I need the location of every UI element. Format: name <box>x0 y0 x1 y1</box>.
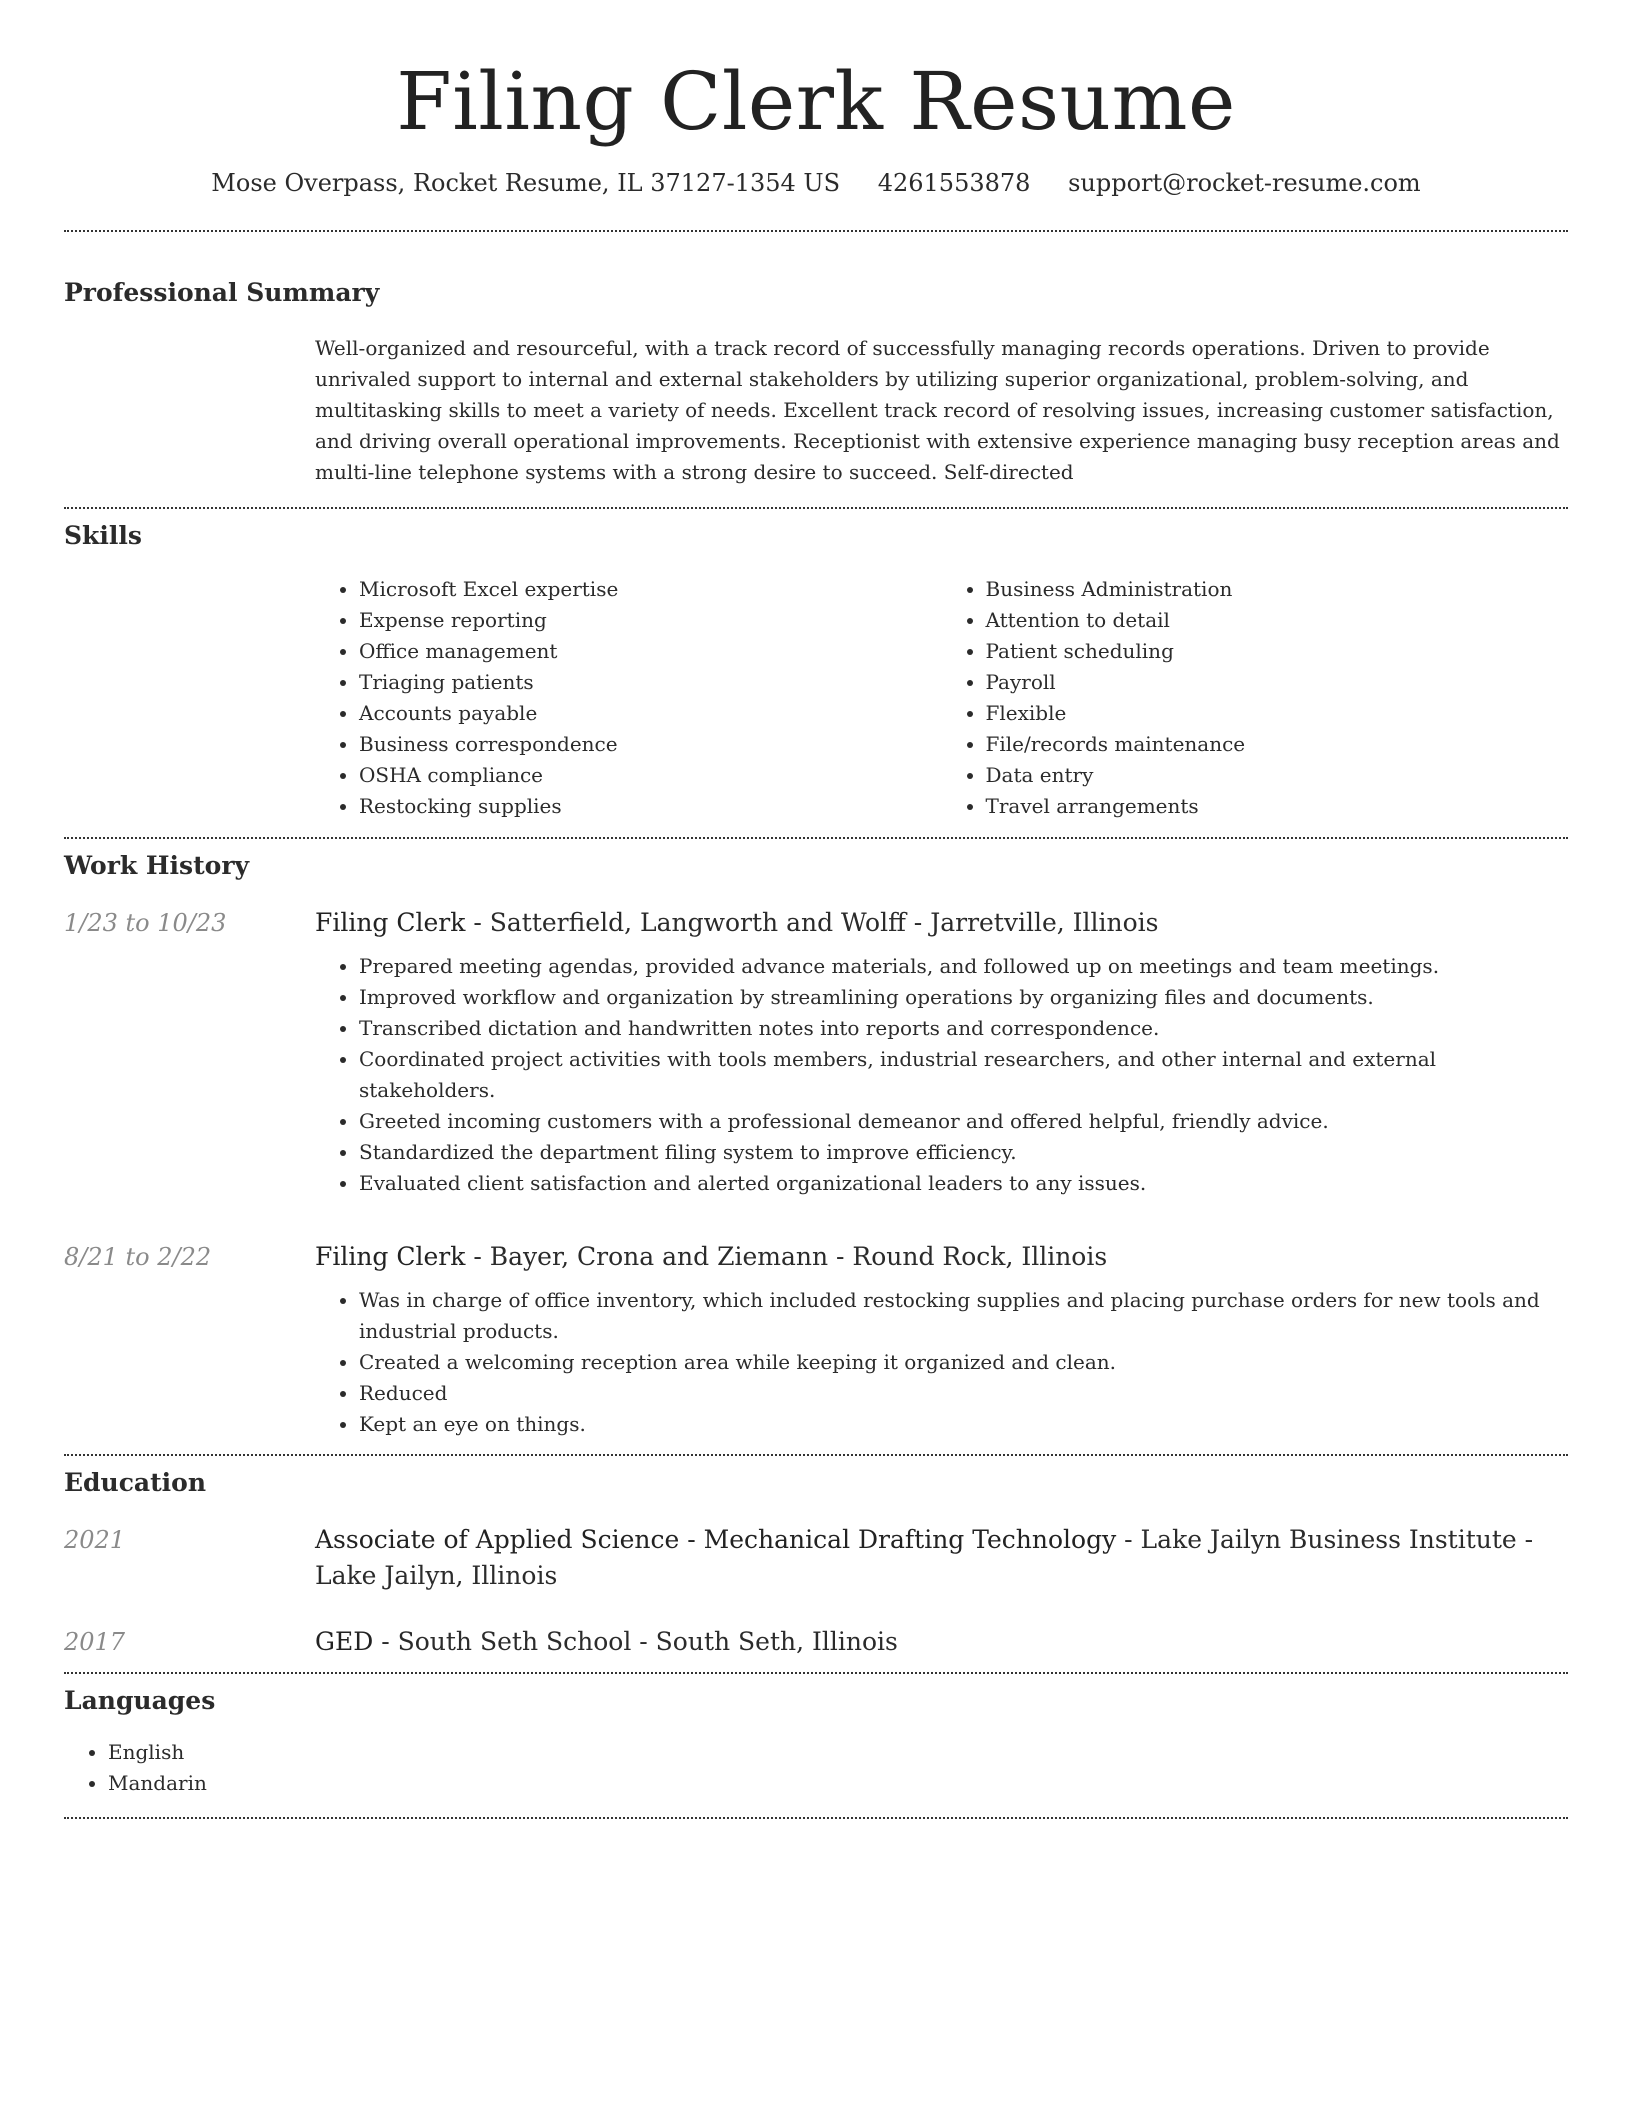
summary-text: Well-organized and resourceful, with a track record of successfully managing records operations. Driven to provide unrivaled support to internal and external stakeholders by utilizing superior organizational, problem-solving, and multitasking skills to meet a variety of needs. Excellent track record of resolving issues, increasing customer satisfaction, and driving overall operational improvements. Receptionist with extensive experience managing busy reception areas and multi-line telephone systems with a strong desire to succeed. Self-directed <box>315 336 1560 484</box>
job-duties <box>315 951 1568 1199</box>
skill-item: • Flexible <box>986 698 1569 729</box>
skills-list <box>315 574 1568 822</box>
job-duty: • Coordinated project activities with tools members, industrial researchers, and other internal and external stakeholders. <box>359 1044 1568 1106</box>
section-education <box>64 1466 1568 1660</box>
job-content <box>315 905 1568 1199</box>
divider <box>64 1454 1568 1456</box>
skill-item: • Restocking supplies <box>359 791 942 822</box>
divider <box>64 1817 1568 1819</box>
education-school: - South Seth School - South Seth, Illinois <box>373 1627 898 1656</box>
contact-email: support@rocket-resume.com <box>1068 169 1421 197</box>
language-item: • Mandarin <box>108 1768 1568 1799</box>
job-duty: • Greeted incoming customers with a professional demeanor and offered helpful, friendly advice. <box>359 1106 1568 1137</box>
education-degree: Associate of Applied Science - Mechanical Drafting Technology <box>315 1525 1117 1554</box>
skills-column-left <box>315 574 942 822</box>
education-date: 2021 <box>64 1526 126 1554</box>
job-entry <box>64 1239 1568 1440</box>
skill-item: • OSHA compliance <box>359 760 942 791</box>
job-duty: • Created a welcoming reception area while keeping it organized and clean. <box>359 1347 1568 1378</box>
job-duty: • Kept an eye on things. <box>359 1409 1568 1440</box>
contact-address: Mose Overpass, Rocket Resume, IL 37127-1354 US <box>211 169 841 197</box>
skill-item: • Business Administration <box>986 574 1569 605</box>
job-heading <box>315 905 1568 941</box>
education-entry <box>64 1624 1568 1660</box>
section-title-education: Education <box>64 1468 207 1497</box>
job-duty: • Standardized the department filing system to improve efficiency. <box>359 1137 1568 1168</box>
job-content <box>315 1239 1568 1440</box>
divider <box>64 837 1568 839</box>
section-summary <box>64 276 1568 488</box>
job-heading <box>315 1239 1568 1275</box>
contact-line <box>64 166 1568 200</box>
education-heading <box>315 1624 1568 1660</box>
divider <box>64 1672 1568 1674</box>
skill-item: • File/records maintenance <box>986 729 1569 760</box>
section-title-work-history: Work History <box>64 851 250 880</box>
job-entry <box>64 905 1568 1199</box>
section-title-summary: Professional Summary <box>64 278 380 307</box>
education-degree: GED <box>315 1627 374 1656</box>
job-duties <box>315 1285 1568 1440</box>
job-company-location: - Satterfield, Langworth and Wolff - Jarretville, Illinois <box>465 908 1159 937</box>
contact-phone: 4261553878 <box>877 169 1031 197</box>
job-duty: • Prepared meeting agendas, provided advance materials, and followed up on meetings and team meetings. <box>359 951 1568 982</box>
job-company-location: - Bayer, Crona and Ziemann - Round Rock, Illinois <box>465 1242 1108 1271</box>
skills-column-right <box>942 574 1569 822</box>
skill-item: • Attention to detail <box>986 605 1569 636</box>
skill-item: • Microsoft Excel expertise <box>359 574 942 605</box>
education-date: 2017 <box>64 1628 126 1656</box>
resume-page <box>64 0 1568 1819</box>
job-role: Filing Clerk <box>315 1242 466 1271</box>
languages-list <box>64 1737 1568 1799</box>
divider <box>64 230 1568 232</box>
job-duty: • Evaluated client satisfaction and alerted organizational leaders to any issues. <box>359 1168 1568 1199</box>
job-date: 8/21 to 2/22 <box>64 1243 212 1271</box>
skill-item: • Payroll <box>986 667 1569 698</box>
skill-item: • Data entry <box>986 760 1569 791</box>
skill-item: • Accounts payable <box>359 698 942 729</box>
education-school: - Lake Jailyn Business Institute - Lake Jailyn, Illinois <box>315 1525 1534 1590</box>
resume-title: Filing Clerk Resume <box>396 55 1236 148</box>
skill-item: • Patient scheduling <box>986 636 1569 667</box>
job-role: Filing Clerk <box>315 908 466 937</box>
language-item: • English <box>108 1737 1568 1768</box>
skill-item: • Triaging patients <box>359 667 942 698</box>
section-languages <box>64 1684 1568 1799</box>
job-duty: • Transcribed dictation and handwritten notes into reports and correspondence. <box>359 1013 1568 1044</box>
skill-item: • Expense reporting <box>359 605 942 636</box>
skill-item: • Office management <box>359 636 942 667</box>
job-duty: • Reduced <box>359 1378 1568 1409</box>
section-work-history <box>64 849 1568 1440</box>
education-entry <box>64 1522 1568 1594</box>
section-title-skills: Skills <box>64 521 142 550</box>
job-date: 1/23 to 10/23 <box>64 909 227 937</box>
divider <box>64 507 1568 509</box>
skill-item: • Travel arrangements <box>986 791 1569 822</box>
section-skills <box>64 519 1568 822</box>
job-duty: • Was in charge of office inventory, which included restocking supplies and placing purchase orders for new tools and industrial products. <box>359 1285 1568 1347</box>
education-heading <box>315 1522 1568 1594</box>
job-duty: • Improved workflow and organization by streamlining operations by organizing files and documents. <box>359 982 1568 1013</box>
skill-item: • Business correspondence <box>359 729 942 760</box>
section-title-languages: Languages <box>64 1686 216 1715</box>
